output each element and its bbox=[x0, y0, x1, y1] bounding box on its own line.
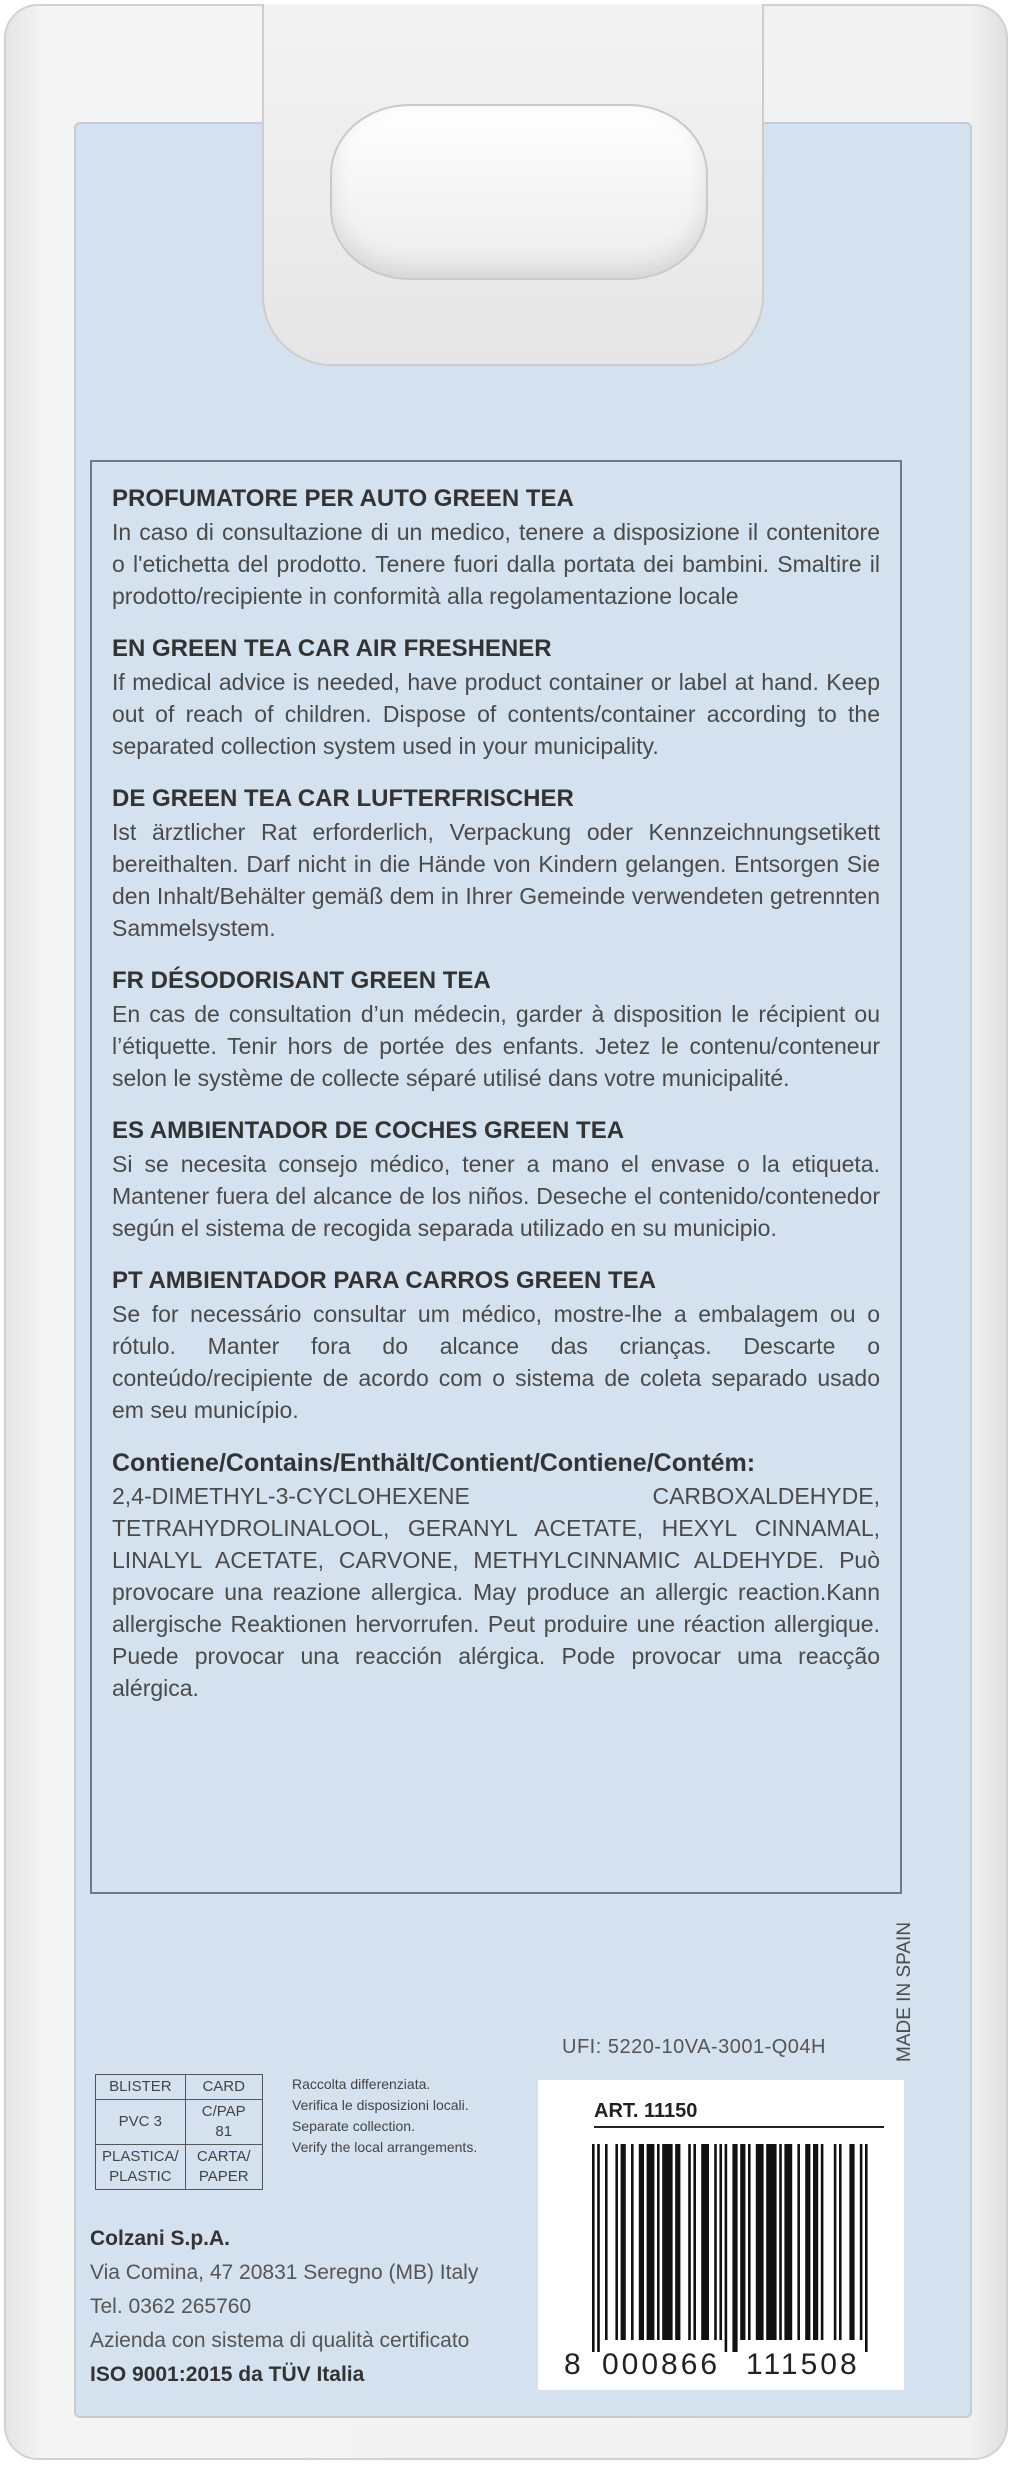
article-rule bbox=[594, 2126, 884, 2128]
barcode-bar bbox=[605, 2144, 608, 2340]
barcode-bar bbox=[719, 2144, 722, 2340]
barcode-bar bbox=[621, 2144, 626, 2340]
barcode-bar bbox=[748, 2144, 751, 2340]
barcode-bar bbox=[834, 2144, 837, 2340]
warning-text-box bbox=[90, 460, 902, 1894]
table-cell: CARTA/ PAPER bbox=[185, 2145, 262, 2190]
barcode-bar bbox=[701, 2144, 709, 2340]
section-en bbox=[112, 632, 880, 762]
barcode-bar bbox=[839, 2144, 842, 2340]
barcode-bar bbox=[597, 2144, 600, 2352]
table-cell: C/PAP 81 bbox=[185, 2100, 262, 2145]
section-title: EN GREEN TEA CAR AIR FRESHENER bbox=[112, 635, 552, 662]
barcode bbox=[556, 2138, 896, 2384]
barcode-bar bbox=[860, 2144, 863, 2340]
ufi-code: UFI: 5220-10VA-3001-Q04H bbox=[562, 2036, 826, 2058]
table-cell: BLISTER bbox=[96, 2075, 186, 2100]
barcode-bar bbox=[631, 2144, 634, 2340]
barcode-panel bbox=[538, 2080, 904, 2390]
barcode-bar bbox=[865, 2144, 868, 2352]
barcode-bar bbox=[688, 2144, 691, 2340]
section-body: Se for necessário consultar um médico, mostre-lhe a embalagem ou o rótulo. Manter fora do alcance das crianças. Descarte o conteúdo/recipiente de acordo com o sistema de coleta separado usado em seu município. bbox=[112, 1301, 880, 1423]
section-title: DE GREEN TEA CAR LUFTERFRISCHER bbox=[112, 785, 574, 812]
barcode-bar bbox=[639, 2144, 644, 2340]
barcode-bar bbox=[662, 2144, 672, 2340]
table-cell: PLASTICA/ PLASTIC bbox=[96, 2145, 186, 2190]
barcode-bar bbox=[756, 2144, 764, 2340]
section-title: PT AMBIENTADOR PARA CARROS GREEN TEA bbox=[112, 1267, 657, 1294]
barcode-bar bbox=[725, 2144, 728, 2352]
recycling-note-line: Raccolta differenziata. bbox=[292, 2076, 431, 2092]
company-quality: Azienda con sistema di qualità certificato bbox=[90, 2329, 470, 2352]
company-info bbox=[90, 2222, 478, 2392]
barcode-first-digit: 8 bbox=[564, 2348, 581, 2381]
hang-hole bbox=[330, 104, 708, 280]
company-phone: Tel. 0362 265760 bbox=[90, 2295, 252, 2318]
barcode-bar bbox=[805, 2144, 810, 2340]
barcode-bar bbox=[592, 2144, 595, 2352]
barcode-bar bbox=[675, 2144, 680, 2340]
barcode-bar bbox=[813, 2144, 818, 2340]
company-iso: ISO 9001:2015 da TÜV Italia bbox=[90, 2363, 365, 2386]
table-cell: CARD bbox=[185, 2075, 262, 2100]
table-row bbox=[96, 2145, 263, 2190]
section-it bbox=[112, 482, 880, 612]
barcode-bar bbox=[647, 2144, 655, 2340]
barcode-bar bbox=[821, 2144, 824, 2340]
recycling-table bbox=[95, 2074, 263, 2190]
barcode-bar bbox=[849, 2144, 854, 2340]
barcode-bar bbox=[766, 2144, 776, 2340]
barcode-right-digits: 111508 bbox=[746, 2348, 860, 2381]
section-body: In caso di consultazione di un medico, tenere a disposizione il contenitore o l'etichetta del prodotto. Tenere fuori dalla portata dei bambini. Smaltire il prodotto/recipiente in conformità alla regolamentazione locale bbox=[112, 519, 880, 609]
barcode-bar bbox=[714, 2144, 717, 2340]
article-number: ART. 11150 bbox=[594, 2100, 698, 2122]
section-body: Ist ärztlicher Rat erforderlich, Verpackung oder Kennzeichnungsetikett bereithalten. Darf nicht in die Hände von Kindern gelangen. Entsorgen Sie den Inhalt/Behälter gemäß dem in Ihrer Gemeinde verwendeten getrennten Sammelsystem. bbox=[112, 819, 880, 941]
table-row bbox=[96, 2100, 263, 2145]
section-title: PROFUMATORE PER AUTO GREEN TEA bbox=[112, 485, 574, 512]
recycling-note-line: Verify the local arrangements. bbox=[292, 2139, 478, 2155]
section-contents bbox=[112, 1446, 880, 1704]
table-row bbox=[96, 2075, 263, 2100]
section-pt bbox=[112, 1264, 880, 1426]
barcode-bar bbox=[740, 2144, 745, 2340]
section-de bbox=[112, 782, 880, 944]
section-body: If medical advice is needed, have product container or label at hand. Keep out of reach of children. Dispose of contents/container according to the separated collection system used in your municipality. bbox=[112, 669, 880, 759]
company-address: Via Comina, 47 20831 Seregno (MB) Italy bbox=[90, 2261, 479, 2284]
barcode-bar bbox=[615, 2144, 618, 2340]
table-cell: PVC 3 bbox=[96, 2100, 186, 2145]
contents-title: Contiene/Contains/Enthält/Contient/Contiene/Contém: bbox=[112, 1449, 756, 1477]
barcode-bar bbox=[784, 2144, 792, 2340]
recycling-note-line: Separate collection. bbox=[292, 2118, 415, 2134]
contents-body: 2,4-DIMETHYL-3-CYCLOHEXENE CARBOXALDEHYDE, TETRAHYDROLINALOOL, GERANYL ACETATE, HEXYL CINNAMAL, LINALYL ACETATE, CARVONE, METHYLCINNAMIC ALDEHYDE. Può provocare una reazione allergica. May produce an allergic reaction.Kann allergische Reaktionen hervorrufen. Peut produire une réaction allergique. Puede provocar una reacción alérgica. Pode provocar uma reacção alérgica. bbox=[112, 1483, 880, 1701]
recycling-note-line: Verifica le disposizioni locali. bbox=[292, 2097, 469, 2113]
barcode-left-digits: 000866 bbox=[602, 2348, 721, 2381]
company-name: Colzani S.p.A. bbox=[90, 2227, 231, 2250]
recycling-note bbox=[292, 2074, 477, 2158]
section-title: FR DÉSODORISANT GREEN TEA bbox=[112, 967, 491, 994]
barcode-bar bbox=[797, 2144, 800, 2340]
barcode-bar bbox=[657, 2144, 660, 2340]
section-fr bbox=[112, 964, 880, 1094]
section-title: ES AMBIENTADOR DE COCHES GREEN TEA bbox=[112, 1117, 625, 1144]
section-body: Si se necesita consejo médico, tener a mano el envase o la etiqueta. Mantener fuera del alcance de los niños. Deseche el contenido/contenedor según el sistema de recogida separada utilizado en su municipio. bbox=[112, 1151, 880, 1241]
section-es bbox=[112, 1114, 880, 1244]
made-in-label: MADE IN SPAIN bbox=[894, 1921, 915, 2062]
section-body: En cas de consultation d’un médecin, garder à disposition le récipient ou l’étiquette. Tenir hors de portée des enfants. Jetez le contenu/conteneur selon le système de collecte séparé utilisé dans votre municipalité. bbox=[112, 1001, 880, 1091]
barcode-bar bbox=[779, 2144, 782, 2340]
barcode-bar bbox=[732, 2144, 737, 2352]
barcode-bar bbox=[693, 2144, 696, 2340]
